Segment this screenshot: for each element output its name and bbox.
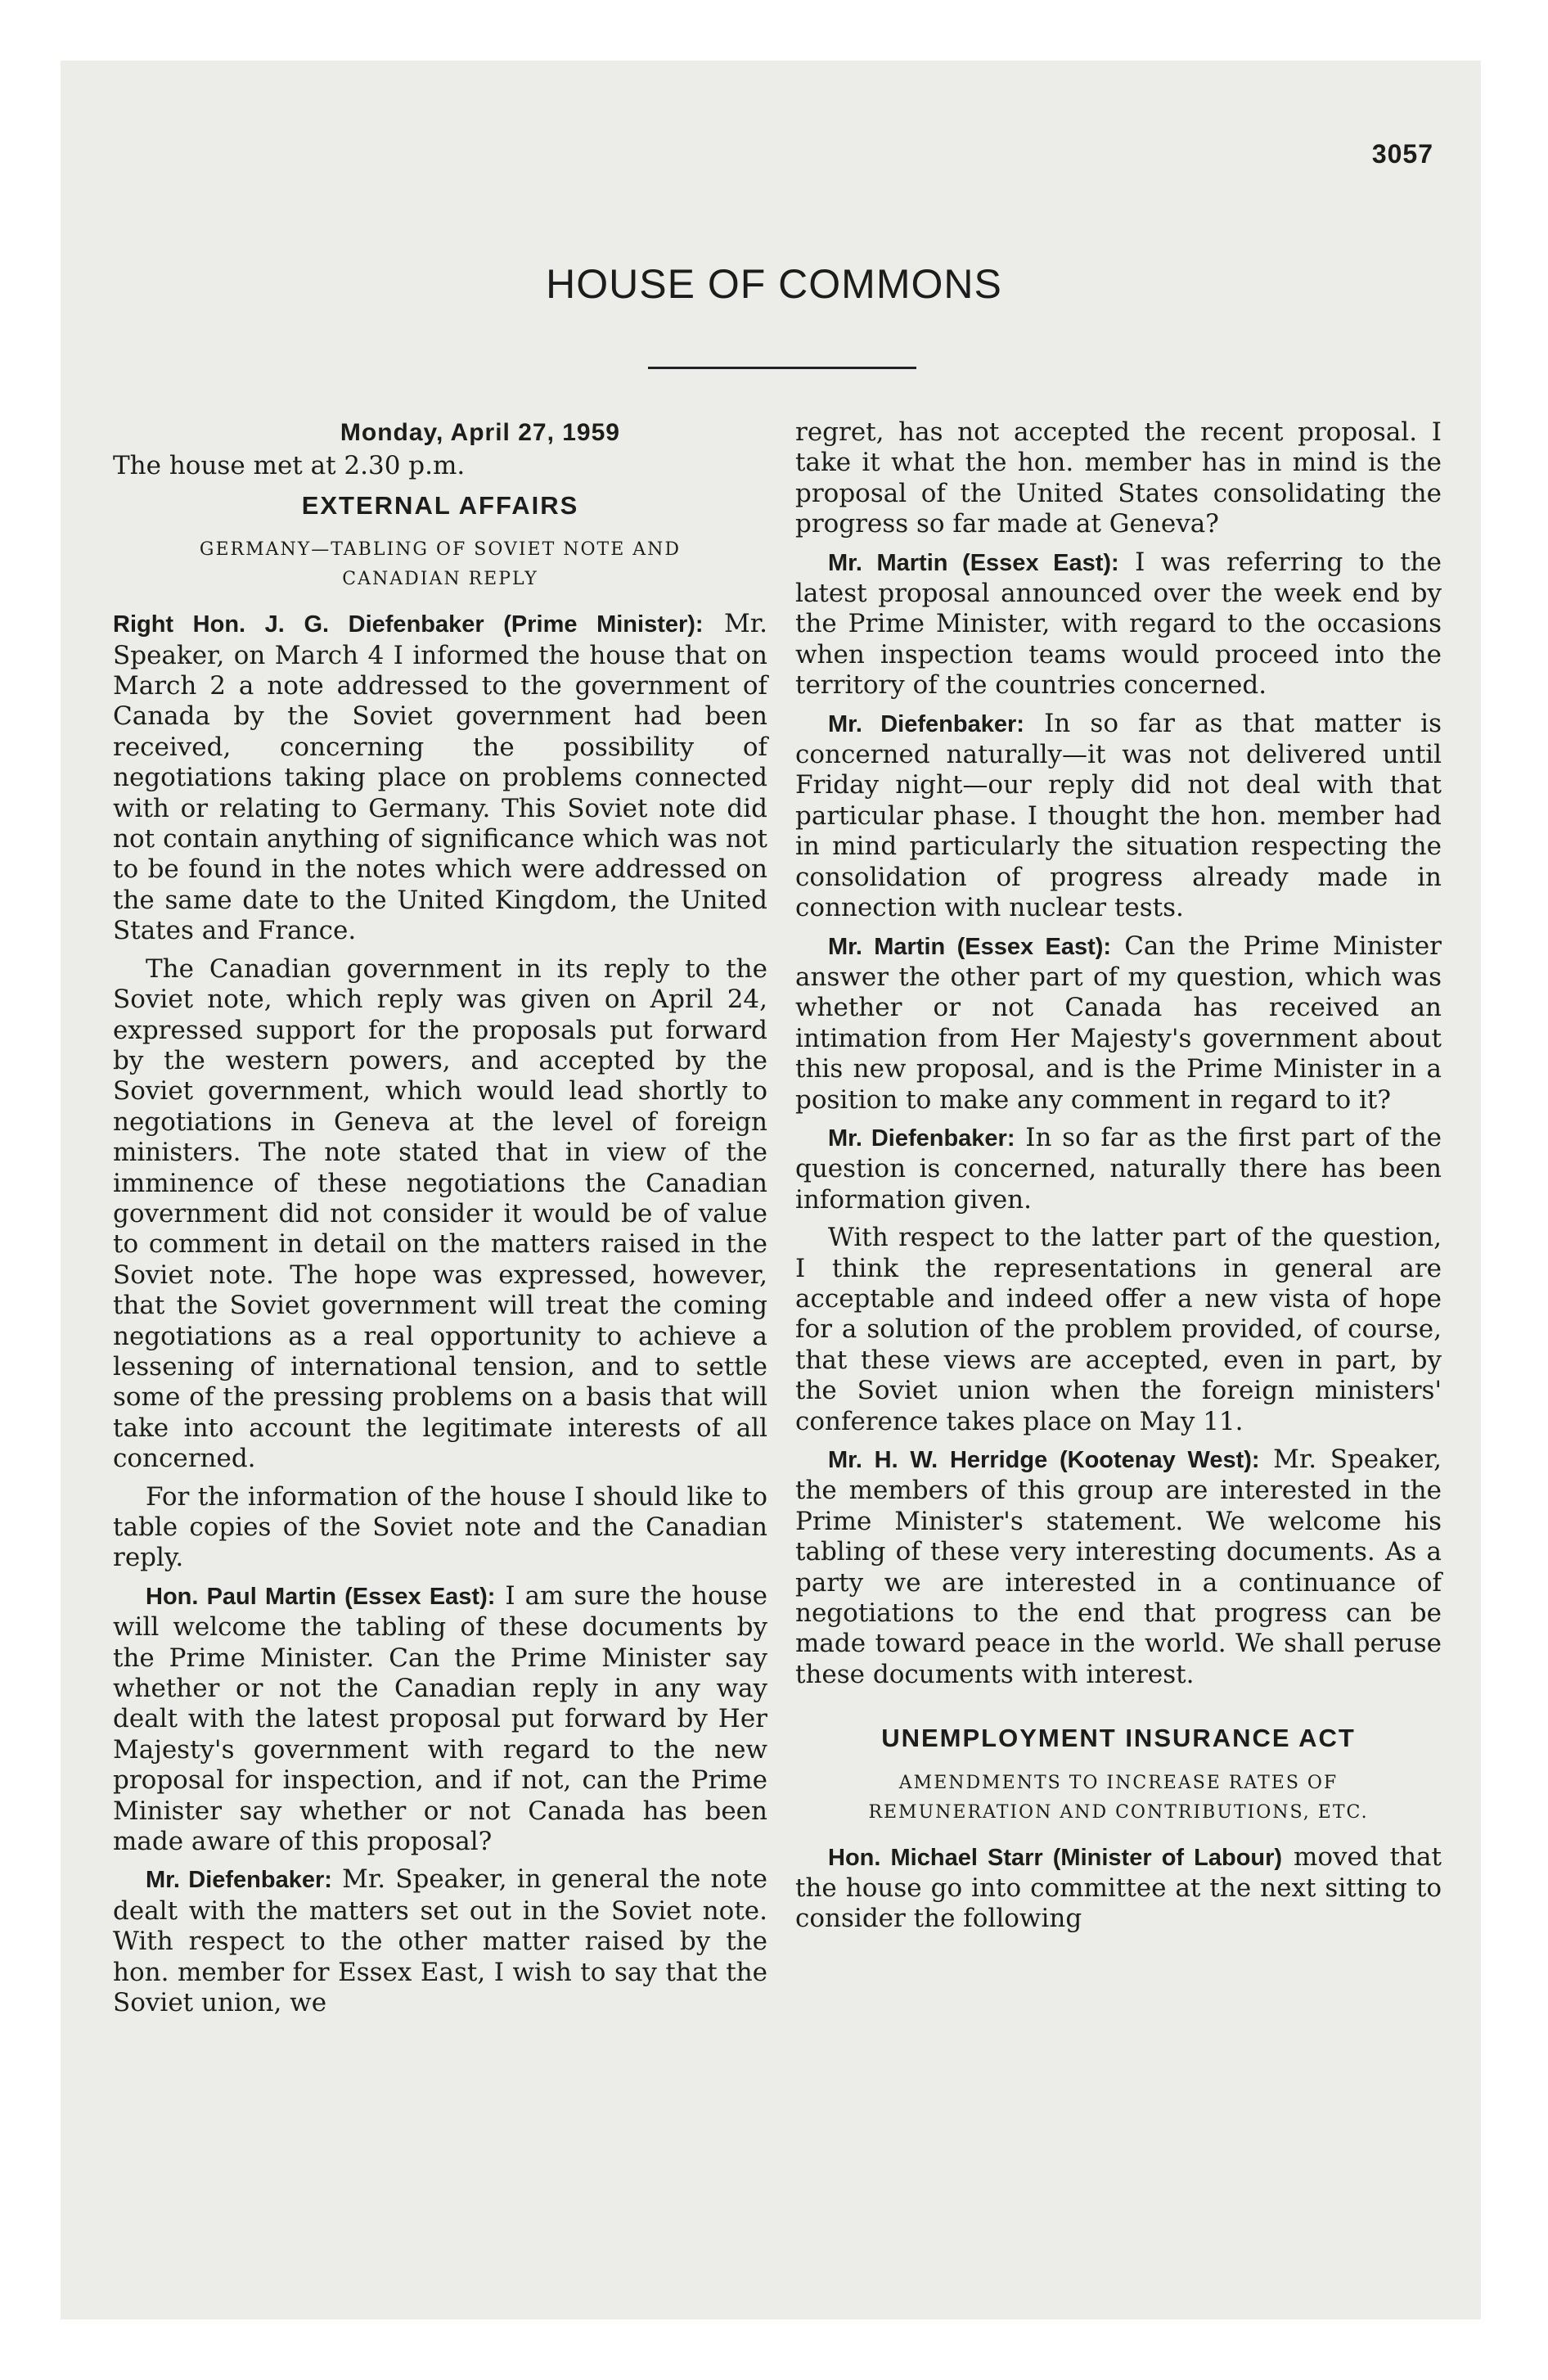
speech-text: Mr. Speaker, in general the note dealt with the matters set out in the Soviet note. With respect to the other matter raised by the hon. member for Essex East, I wish to say that the Soviet union, we: [113, 1864, 767, 2018]
speech-text: Mr. Speaker, the members of this group are interested in the Prime Minister's statement. We welcome his tabling of these very interesting documents. As a party we are interested in a continuance of negotiations to the end that progress can be made toward peace in the world. We shall peruse these documents with interest.: [795, 1445, 1442, 1689]
speech-text: Can the Prime Minister answer the other part of my question, which was whether or not Canada has received an intimation from Her Majesty's government about this new proposal, and is the Prime Minister in a position to make any comment in regard to it?: [795, 931, 1442, 1115]
speech-text: In so far as that matter is concerned naturally—it was not delivered until Friday night—our reply did not deal with that particular phase. I thought the hon. member had in mind particularly the situation respecting the consolidation of progress already made in connection with nuclear tests.: [795, 708, 1442, 923]
speech-paragraph: regret, has not accepted the recent proposal. I take it what the hon. member has in mind is the proposal of the United States consolidating the progress so far made at Geneva?: [795, 417, 1442, 539]
section-title-unemployment-insurance: UNEMPLOYMENT INSURANCE ACT: [881, 1724, 1356, 1753]
speech-paragraph: [113, 1581, 767, 1858]
speech-paragraph: [795, 1445, 1442, 1690]
page-header: HOUSE OF COMMONS: [546, 261, 1002, 307]
speaker-name: Hon. Paul Martin (Essex East):: [146, 1583, 496, 1610]
speaker-name: Mr. Martin (Essex East):: [828, 549, 1119, 576]
house-met-line: The house met at 2.30 p.m.: [113, 451, 466, 481]
speaker-name: Mr. Martin (Essex East):: [828, 933, 1112, 960]
speech-paragraph: The Canadian government in its reply to the Soviet note, which reply was given on April 24, expressed support for the proposals put forward by the western powers, and accepted by the Soviet government, which would lead shortly to negotiations in Geneva at the level of foreign ministers. The note stated that in view of the imminence of these negotiations the Canadian government did not consider it would be of value to comment in detail on the matters raised in the Soviet note. The hope was expressed, however, that the Soviet government will treat the coming negotiations as a real opportunity to achieve a lessening of international tension, and to settle some of the pressing problems on a basis that will take into account the legitimate interests of all concerned.: [113, 953, 767, 1474]
speech-paragraph: [795, 709, 1442, 924]
subtitle-germany: GERMANY—TABLING OF SOVIET NOTE AND CANADIAN REPLY: [199, 539, 682, 590]
speech-paragraph: [113, 1864, 767, 2018]
sitting-date: Monday, April 27, 1959: [340, 419, 620, 446]
speaker-name: Mr. Diefenbaker:: [146, 1867, 332, 1894]
section-title-external-affairs: EXTERNAL AFFAIRS: [301, 490, 579, 520]
speech-text: Mr. Speaker, on March 4 I informed the house that on March 2 a note addressed to the government of Canada by the Soviet government had been received, concerning the possibility of negotiations taking place on problems connected with or relating to Germany. This Soviet note did not contain anything of significance which was not to be found in the notes which were addressed on the same date to the United Kingdom, the United States and France.: [113, 609, 767, 946]
speech-text: moved that the house go into committee at the next sitting to consider the following: [795, 1841, 1442, 1934]
speaker-name: Mr. H. W. Herridge (Kootenay West):: [828, 1447, 1260, 1473]
right-column: [795, 417, 1442, 1942]
speech-paragraph: For the information of the house I should like to table copies of the Soviet note and the Canadian reply.: [113, 1481, 767, 1573]
speaker-name: Mr. Diefenbaker:: [828, 1125, 1015, 1152]
speech-text: In so far as the first part of the question is concerned, naturally there has been information given.: [795, 1122, 1442, 1215]
speech-paragraph: With respect to the latter part of the question, I think the representations in general are acceptable and indeed offer a new vista of hope for a solution of the problem provided, of course, that these views are accepted, even in part, by the Soviet union when the foreign ministers' conference takes place on May 11.: [795, 1223, 1442, 1436]
speaker-name: Mr. Diefenbaker:: [828, 710, 1024, 737]
speech-paragraph: [795, 1123, 1442, 1215]
speaker-name: Right Hon. J. G. Diefenbaker (Prime Minister):: [113, 611, 704, 638]
subtitle-amendments: AMENDMENTS TO INCREASE RATES OF REMUNERATION AND CONTRIBUTIONS, ETC.: [868, 1772, 1369, 1823]
speech-text: I am sure the house will welcome the tabling of these documents by the Prime Minister. Can the Prime Minister say whether or not the Canadian reply in any way dealt with the latest proposal put forward by Her Majesty's government with regard to the new proposal for inspection, and if not, can the Prime Minister say whether or not Canada has been made aware of this proposal?: [113, 1580, 767, 1857]
speech-paragraph: [795, 548, 1442, 701]
speech-paragraph: [795, 1842, 1442, 1935]
speech-paragraph: [113, 609, 767, 946]
page-number: 3057: [1371, 139, 1433, 169]
speech-text: I was referring to the latest proposal announced over the week end by the Prime Minister, with regard to the occasions when inspection teams would proceed into the territory of the countries concerned.: [795, 547, 1442, 701]
speech-paragraph: [795, 931, 1442, 1116]
speaker-name: Hon. Michael Starr (Minister of Labour): [828, 1844, 1283, 1871]
left-column: [113, 417, 767, 2026]
header-divider: [648, 367, 916, 369]
